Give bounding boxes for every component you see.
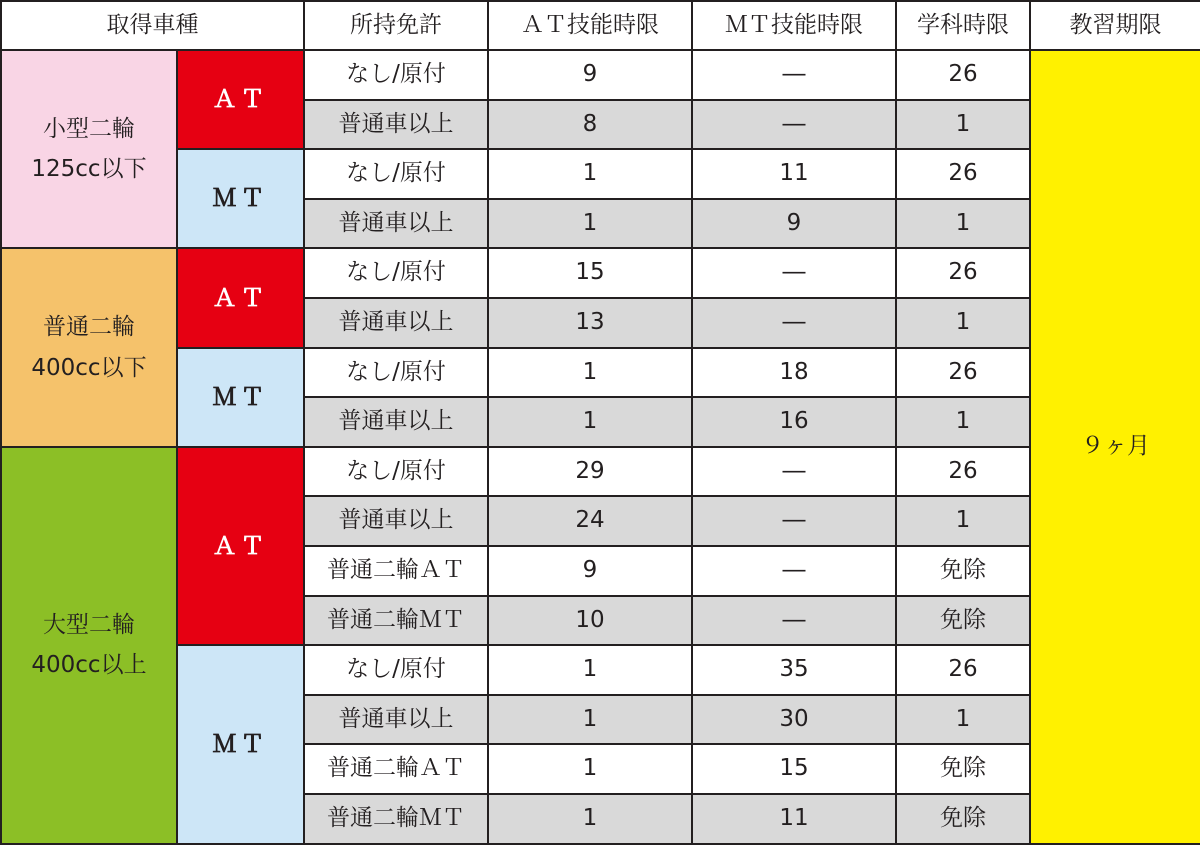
lecture-hours-cell: 免除 xyxy=(896,596,1030,646)
held-license-cell: なし/原付 xyxy=(304,50,488,100)
table-row xyxy=(1,50,1200,100)
held-license-cell: 普通二輪ＭＴ xyxy=(304,596,488,646)
held-license-cell: 普通二輪ＭＴ xyxy=(304,794,488,844)
transmission-cell-mt: ＭＴ xyxy=(177,645,304,843)
table-row xyxy=(1,149,1200,199)
held-license-cell: なし/原付 xyxy=(304,645,488,695)
at-hours-cell: 1 xyxy=(488,695,692,745)
held-license-cell: なし/原付 xyxy=(304,348,488,398)
table-row xyxy=(1,645,1200,695)
vehicle-group-label-line: 125cc以下 xyxy=(31,156,147,183)
mt-hours-cell: ― xyxy=(692,50,896,100)
mt-hours-cell: 11 xyxy=(692,794,896,844)
at-hours-cell: 24 xyxy=(488,496,692,546)
lecture-hours-cell: 免除 xyxy=(896,794,1030,844)
lecture-hours-cell: 1 xyxy=(896,397,1030,447)
at-hours-cell: 1 xyxy=(488,199,692,249)
at-hours-cell: 1 xyxy=(488,397,692,447)
transmission-cell-at: ＡＴ xyxy=(177,447,304,645)
held-license-cell: 普通車以上 xyxy=(304,496,488,546)
header-mt-skill-hours: ＭＴ技能時限 xyxy=(692,1,896,50)
lecture-hours-cell: 26 xyxy=(896,645,1030,695)
table-row xyxy=(1,447,1200,497)
at-hours-cell: 29 xyxy=(488,447,692,497)
lecture-hours-cell: 1 xyxy=(896,100,1030,150)
header-held-license: 所持免許 xyxy=(304,1,488,50)
header-vehicle-type: 取得車種 xyxy=(1,1,304,50)
at-hours-cell: 1 xyxy=(488,645,692,695)
at-hours-cell: 1 xyxy=(488,149,692,199)
at-hours-cell: 1 xyxy=(488,348,692,398)
table-row xyxy=(1,348,1200,398)
vehicle-group-label-line: 普通二輪 xyxy=(43,314,135,341)
at-hours-cell: 9 xyxy=(488,50,692,100)
lecture-hours-cell: 26 xyxy=(896,50,1030,100)
held-license-cell: 普通車以上 xyxy=(304,695,488,745)
lecture-hours-cell: 免除 xyxy=(896,546,1030,596)
at-hours-cell: 15 xyxy=(488,248,692,298)
table-body xyxy=(1,50,1200,844)
held-license-cell: なし/原付 xyxy=(304,248,488,298)
vehicle-group-label-line: 400cc以下 xyxy=(31,354,147,381)
lecture-hours-cell: 1 xyxy=(896,496,1030,546)
at-hours-cell: 10 xyxy=(488,596,692,646)
mt-hours-cell: 30 xyxy=(692,695,896,745)
lecture-hours-cell: 26 xyxy=(896,149,1030,199)
mt-hours-cell: 15 xyxy=(692,744,896,794)
mt-hours-cell: 16 xyxy=(692,397,896,447)
transmission-cell-at: ＡＴ xyxy=(177,248,304,347)
vehicle-group-label-line: 大型二輪 xyxy=(43,611,135,638)
vehicle-group-cell xyxy=(1,248,177,446)
header-training-period: 教習期限 xyxy=(1030,1,1200,50)
at-hours-cell: 1 xyxy=(488,744,692,794)
mt-hours-cell: ― xyxy=(692,596,896,646)
lecture-hours-cell: 1 xyxy=(896,695,1030,745)
mt-hours-cell: 35 xyxy=(692,645,896,695)
mt-hours-cell: ― xyxy=(692,248,896,298)
mt-hours-cell: 11 xyxy=(692,149,896,199)
held-license-cell: なし/原付 xyxy=(304,447,488,497)
header-lecture-hours: 学科時限 xyxy=(896,1,1030,50)
mt-hours-cell: ― xyxy=(692,496,896,546)
at-hours-cell: 9 xyxy=(488,546,692,596)
mt-hours-cell: ― xyxy=(692,546,896,596)
vehicle-group-cell xyxy=(1,50,177,248)
lecture-hours-cell: 免除 xyxy=(896,744,1030,794)
held-license-cell: 普通二輪ＡＴ xyxy=(304,744,488,794)
vehicle-group-label-line: 400cc以上 xyxy=(31,652,147,679)
vehicle-group-label-line: 小型二輪 xyxy=(43,115,135,142)
mt-hours-cell: 9 xyxy=(692,199,896,249)
lecture-hours-cell: 26 xyxy=(896,348,1030,398)
held-license-cell: 普通車以上 xyxy=(304,100,488,150)
held-license-cell: 普通二輪ＡＴ xyxy=(304,546,488,596)
transmission-cell-mt: ＭＴ xyxy=(177,348,304,447)
mt-hours-cell: ― xyxy=(692,447,896,497)
table-row xyxy=(1,248,1200,298)
mt-hours-cell: 18 xyxy=(692,348,896,398)
held-license-cell: 普通車以上 xyxy=(304,298,488,348)
header-at-skill-hours: ＡＴ技能時限 xyxy=(488,1,692,50)
at-hours-cell: 8 xyxy=(488,100,692,150)
mt-hours-cell: ― xyxy=(692,298,896,348)
mt-hours-cell: ― xyxy=(692,100,896,150)
at-hours-cell: 1 xyxy=(488,794,692,844)
transmission-cell-mt: ＭＴ xyxy=(177,149,304,248)
transmission-cell-at: ＡＴ xyxy=(177,50,304,149)
at-hours-cell: 13 xyxy=(488,298,692,348)
lecture-hours-cell: 1 xyxy=(896,199,1030,249)
vehicle-group-cell xyxy=(1,447,177,844)
lecture-hours-cell: 26 xyxy=(896,248,1030,298)
table-header xyxy=(1,1,1200,50)
held-license-cell: 普通車以上 xyxy=(304,397,488,447)
held-license-cell: 普通車以上 xyxy=(304,199,488,249)
lecture-hours-cell: 1 xyxy=(896,298,1030,348)
lecture-hours-cell: 26 xyxy=(896,447,1030,497)
held-license-cell: なし/原付 xyxy=(304,149,488,199)
training-period-cell: ９ヶ月 xyxy=(1030,50,1200,844)
